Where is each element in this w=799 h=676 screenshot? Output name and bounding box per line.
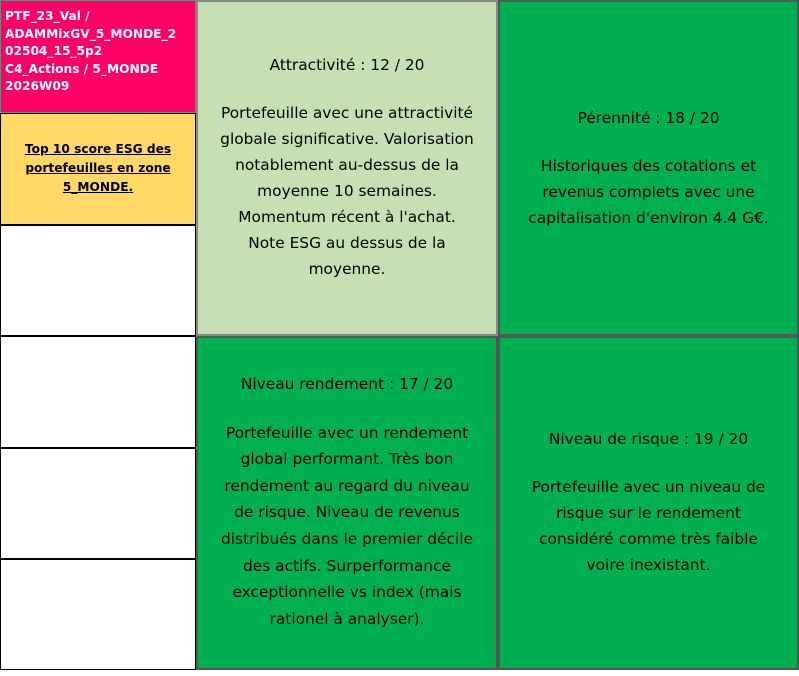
attractivite-body: Portefeuille avec une attractivité globale significative. Valorisation notablement au-dessus de la moyenne 10 semaines. Momentum récent à l'achat. Note ESG au dessus de la moyenne. xyxy=(220,104,474,278)
empty-cell-2 xyxy=(0,336,196,448)
risque-body: Portefeuille avec un niveau de risque sur le rendement considéré comme très faible voire inexistant. xyxy=(531,478,766,574)
attractivite-title: Attractivité : 12 / 20 xyxy=(269,56,425,74)
attractivite-card xyxy=(196,0,498,336)
risque-card xyxy=(498,336,799,670)
empty-cell-3 xyxy=(0,448,196,559)
rendement-body: Portefeuille avec un rendement global performant. Très bon rendement au regard du niveau de risque. Niveau de revenus distribués dans le premier décile des actifs. Surperformance exceptionnelle vs index (mais rationel à analyser). xyxy=(220,423,473,628)
risque-title: Niveau de risque : 19 / 20 xyxy=(548,430,749,448)
perennite-title: Pérennité : 18 / 20 xyxy=(577,109,720,127)
rendement-title: Niveau rendement : 17 / 20 xyxy=(240,375,454,393)
perennite-card xyxy=(498,0,799,336)
top10-esg-link[interactable]: Top 10 score ESG des portefeuilles en zone 5_MONDE. xyxy=(24,142,172,194)
portfolio-title-cell xyxy=(0,0,196,113)
empty-cell-1 xyxy=(0,225,196,336)
empty-cell-4 xyxy=(0,559,196,670)
top10-esg-cell xyxy=(0,113,196,225)
rendement-card xyxy=(196,336,498,670)
perennite-body: Historiques des cotations et revenus complets avec une capitalisation d'environ 4.4 G€. xyxy=(528,157,769,227)
portfolio-title: PTF_23_Val / ADAMMixGV_5_MONDE_2 02504_15_5p2 C4_Actions / 5_MONDE 2026W09 xyxy=(5,9,177,93)
